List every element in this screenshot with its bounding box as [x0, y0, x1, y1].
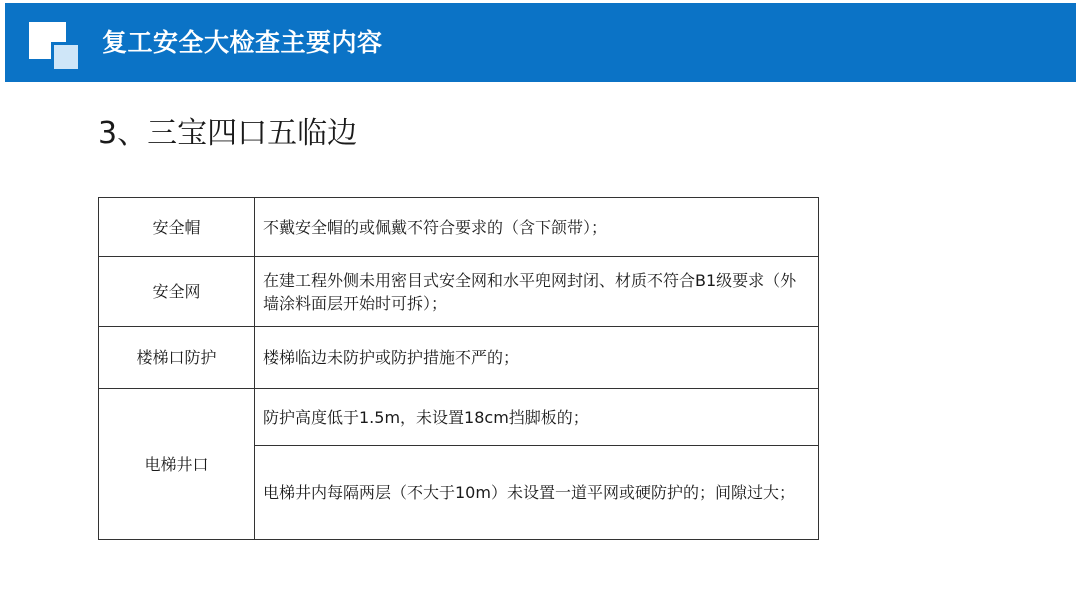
table-row-elevator-shaft-1 [99, 389, 819, 446]
table-row-stairwell [99, 327, 819, 389]
description-cell: 楼梯临边未防护或防护措施不严的； [255, 327, 819, 389]
hazard-table [98, 197, 819, 540]
section-heading: 3、三宝四口五临边 [98, 116, 358, 151]
page-title: 复工安全大检查主要内容 [102, 28, 383, 57]
category-cell: 电梯井口 [99, 389, 255, 540]
description-cell: 不戴安全帽的或佩戴不符合要求的（含下颌带）； [255, 198, 819, 257]
logo-square-light [51, 42, 81, 72]
table-row-helmet [99, 198, 819, 257]
description-cell: 防护高度低于1.5m，未设置18cm挡脚板的； [255, 389, 819, 446]
description-cell: 在建工程外侧未用密目式安全网和水平兜网封闭、材质不符合B1级要求（外墙涂料面层开始时可拆）； [255, 257, 819, 327]
header-bar [5, 3, 1076, 82]
category-cell: 安全网 [99, 257, 255, 327]
hazard-table-container [98, 197, 819, 539]
description-cell: 电梯井内每隔两层（不大于10m）未设置一道平网或硬防护的；间隙过大； [255, 446, 819, 540]
table-row-safety-net [99, 257, 819, 327]
logo-squares-icon [29, 22, 81, 72]
category-cell: 楼梯口防护 [99, 327, 255, 389]
category-cell: 安全帽 [99, 198, 255, 257]
